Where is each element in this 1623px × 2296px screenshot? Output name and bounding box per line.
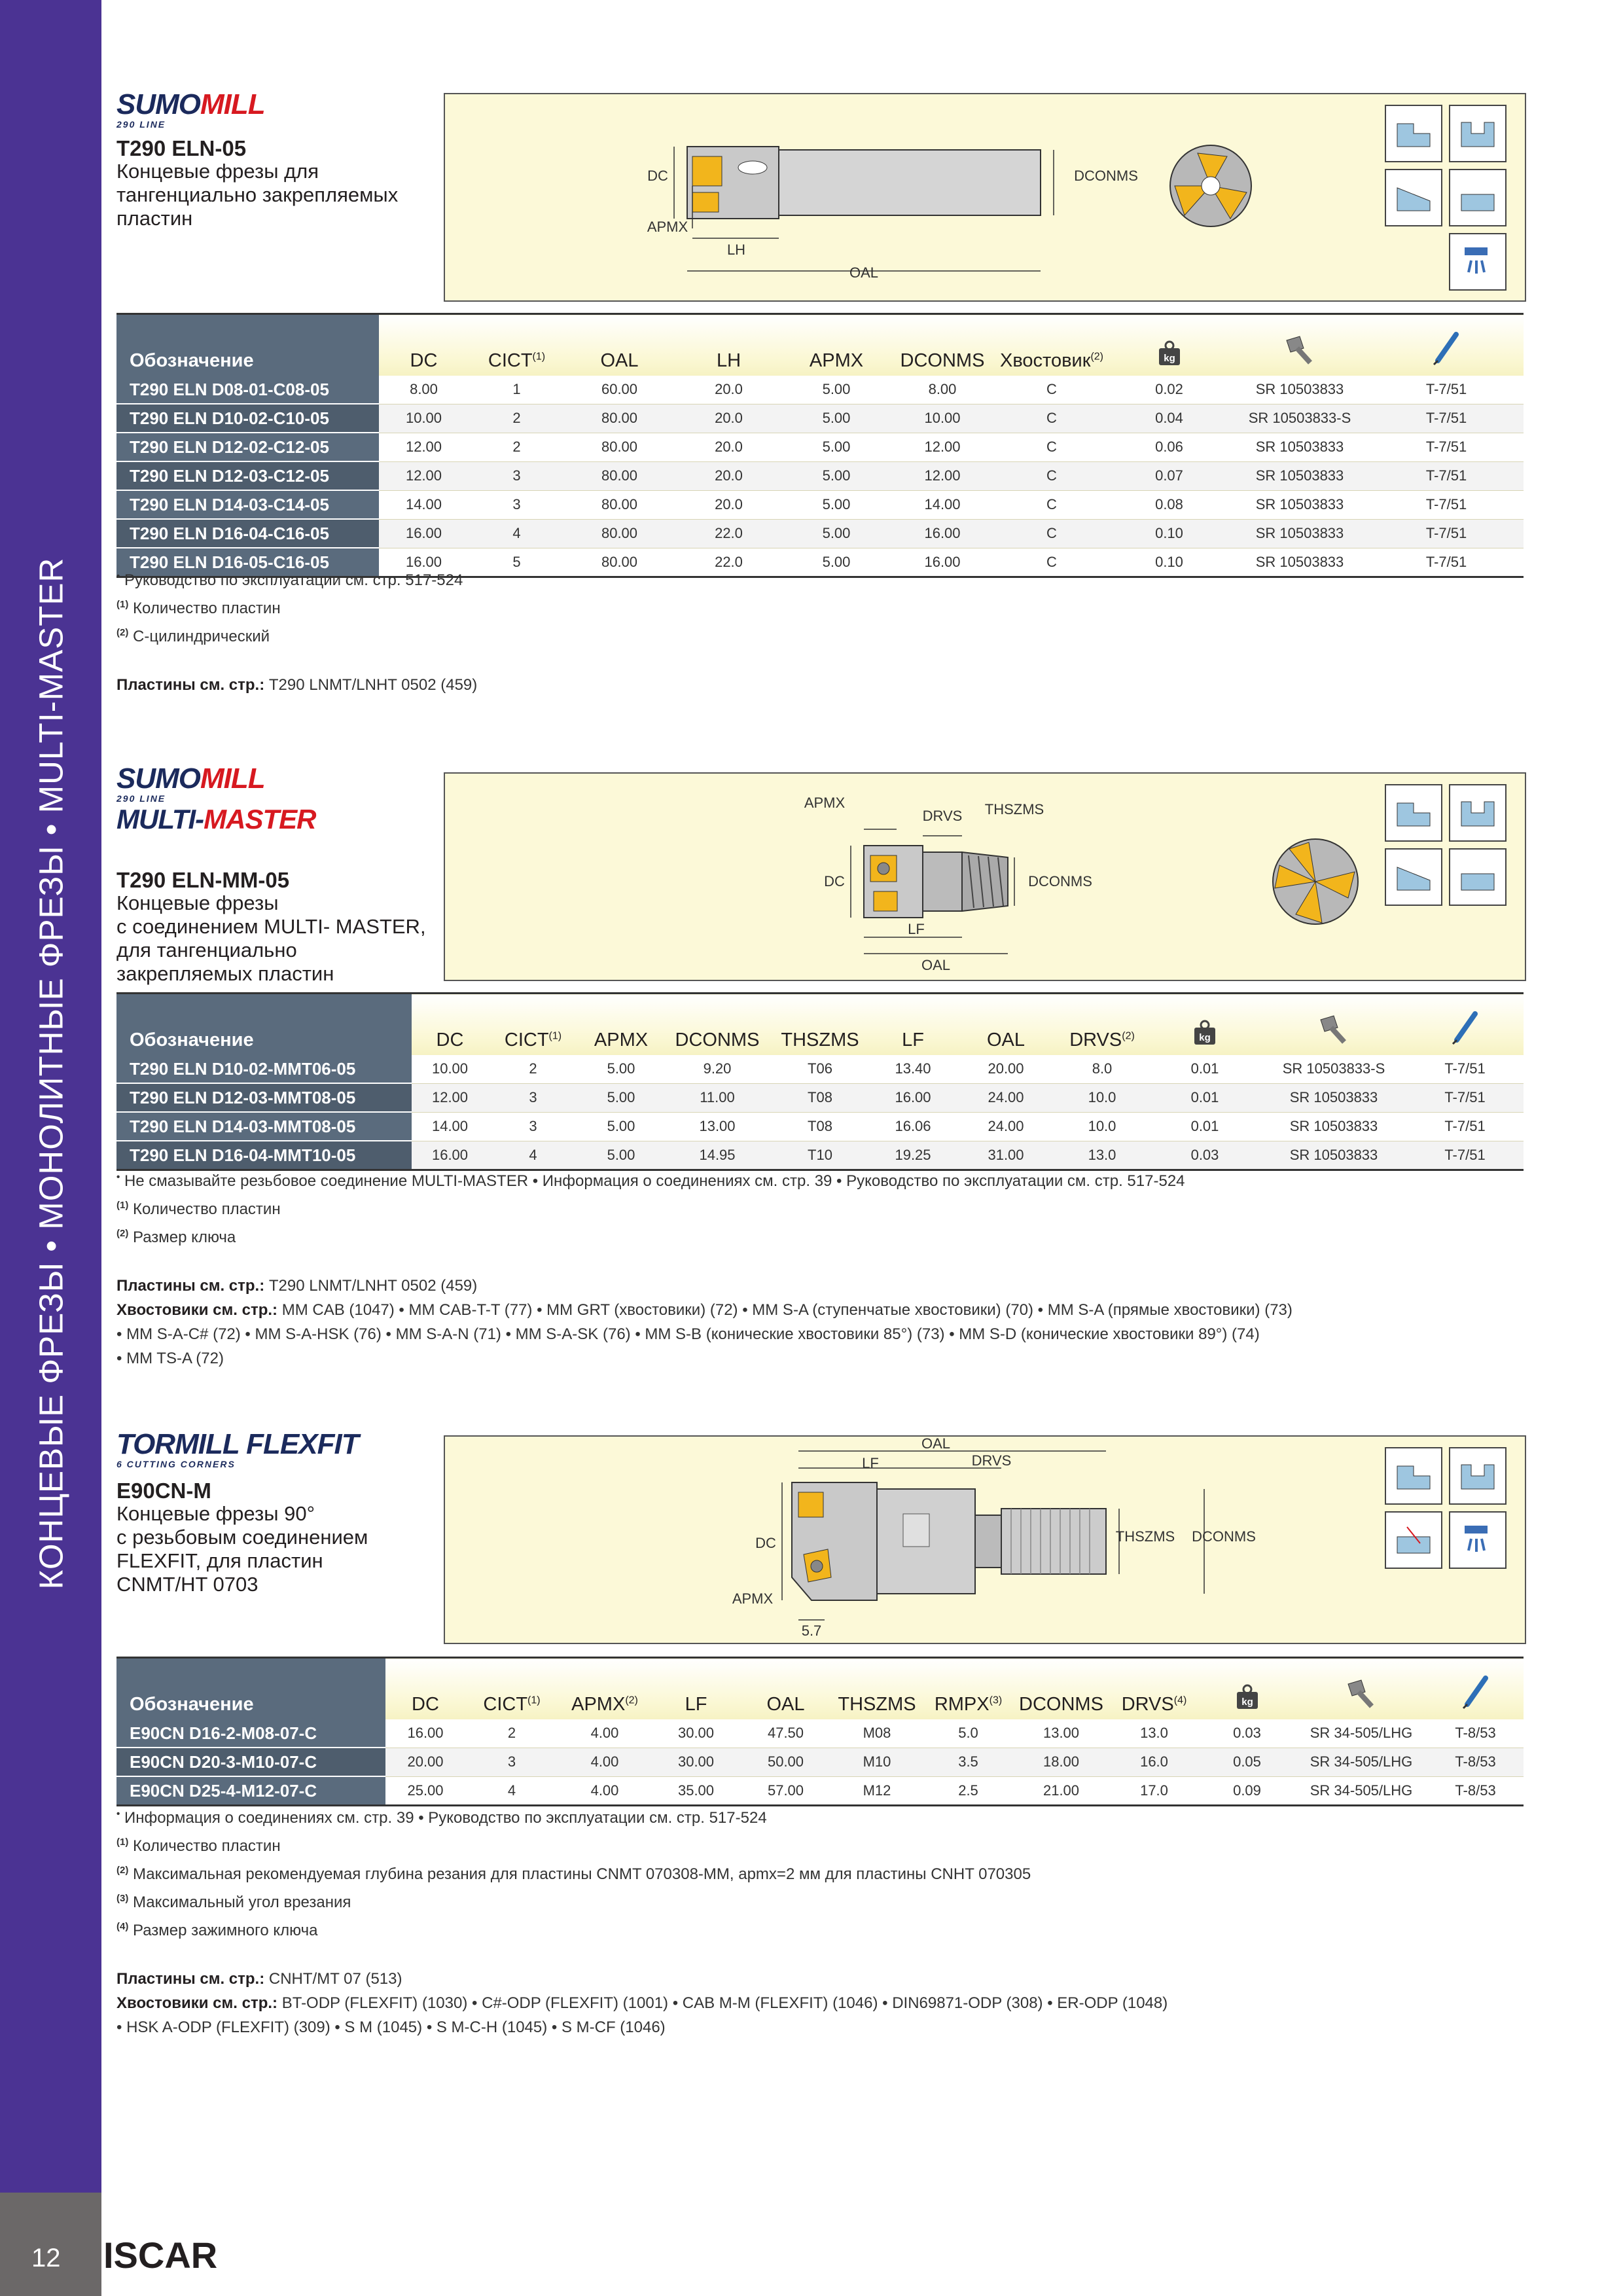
insert-reference: Пластины см. стр.: T290 LNMT/LNHT 0502 (459) [116, 676, 478, 694]
dim-drvs: DRVS [922, 808, 963, 824]
ramping-icon [1385, 169, 1442, 226]
screw-icon [1230, 314, 1369, 376]
table-row: E90CN D20-3-M10-07-C 20.00 3 4.00 30.00 50.00 M10 3.5 18.00 16.0 0.05 SR 34-505/LHG T-8/53 [116, 1748, 1524, 1776]
side-title: КОНЦЕВЫЕ ФРЕЗЫ • МОНОЛИТНЫЕ ФРЕЗЫ • MULTI-MASTER [32, 557, 70, 1590]
notes: • Руководство по эксплуатации см. стр. 517-524 $^{(1)}$ Количество пластин $^{(2)}$ С-цилиндрический Пластины см. стр.: T290 LNMT/LNHT 0502 (459) [116, 564, 477, 697]
insert-reference: Пластины см. стр.: T290 LNMT/LNHT 0502 (459) [116, 1277, 478, 1295]
table-row: T290 ELN D16-05-C16-05 16.00 5 80.00 22.0 5.00 16.00 C 0.10 SR 10503833 T-7/51 [116, 548, 1524, 577]
table-row: T290 ELN D16-04-MMT10-05 16.00 4 5.00 14.95 T10 19.25 31.00 13.0 0.03 SR 10503833 T-7/51 [116, 1141, 1524, 1170]
kg-icon [1149, 994, 1261, 1056]
dim-lf: LF [862, 1455, 879, 1471]
end-view [1273, 839, 1358, 924]
footer-brand: ISCAR [103, 2234, 218, 2276]
screw-icon [1295, 1658, 1427, 1720]
dim-thszms: THSZMS [1115, 1528, 1175, 1545]
dim-oal: OAL [921, 957, 951, 973]
key-icon [1427, 1658, 1524, 1720]
product-title: E90CN-M [116, 1479, 211, 1503]
dim-corner: 5.7 [801, 1623, 822, 1639]
tool-drawing-svg [445, 94, 1525, 300]
table-row: E90CN D25-4-M12-07-C 25.00 4 4.00 35.00 57.00 M12 2.5 21.00 17.0 0.09 SR 34-505/LHG T-8/53 [116, 1776, 1524, 1806]
face-icon [1449, 848, 1507, 906]
page-number: 12 [31, 2244, 61, 2272]
dim-dc: DC [824, 873, 845, 889]
plunge-icon [1385, 1511, 1442, 1569]
section-t290-eln [116, 85, 1524, 694]
face-icon [1449, 169, 1507, 226]
square-shoulder-icon [1385, 105, 1442, 162]
dim-dconms: DCONMS [1028, 873, 1092, 889]
product-description: Концевые фрезы для тангенциально закрепляемых пластин [116, 160, 399, 230]
section-e90cn-m [116, 1428, 1524, 2036]
application-icons [1385, 105, 1507, 291]
dim-lf: LF [908, 921, 925, 937]
dim-apmx: APMX [732, 1590, 774, 1607]
coolant-icon [1449, 233, 1507, 291]
table-row: T290 ELN D12-02-C12-05 12.00 2 80.00 20.0 5.00 12.00 C 0.06 SR 10503833 T-7/51 [116, 433, 1524, 461]
key-icon [1406, 994, 1524, 1056]
notes: • Информация о соединениях см. стр. 39 • Руководство по эксплуатации см. стр. 517-524 $^{(1)}$ Количество пластин $^{(2)}$ Максимальная рекомендуемая глубина резания для пластины CNMT 070308-MM, apmx=2 мм для пластины CNHT 070305 $^{(3)}$ Максимальный угол врезания $^{(4)}$ Размер зажимного ключа Пластины см. стр.: CNHT/MT 07 (513) Хвостовики см. стр.: BT-ODP (FLEXFIT) (1030) • C#-ODP (FLEXFIT) (1001) • CAB M-M (FLEXFIT) (1046) • DIN69871-ODP (308) • ER-ODP (1048) • HSK A-ODP (FLEXFIT) (309) • S M (1045) • S M-C-H (1045) • S M-CF (1046) [116, 1808, 1168, 2036]
svg-text:kg: kg [1163, 353, 1175, 364]
dim-drvs: DRVS [971, 1452, 1012, 1469]
tool-drawing [444, 93, 1526, 302]
table-row: T290 ELN D16-04-C16-05 16.00 4 80.00 22.0 5.00 16.00 C 0.10 SR 10503833 T-7/51 [116, 519, 1524, 548]
table-header: Обозначение DC CICT$^{(1)}$ OAL LH APMX DCONMS Хвостовик$^{(2)}$ kg [116, 314, 1524, 376]
tool-drawing-svg [445, 774, 1525, 980]
table-row: T290 ELN D14-03-MMT08-05 14.00 3 5.00 13.00 T08 16.06 24.00 10.0 0.01 SR 10503833 T-7/51 [116, 1112, 1524, 1141]
dim-dc: DC [647, 168, 668, 184]
product-title: T290 ELN-05 [116, 136, 247, 160]
tool-drawing-svg [445, 1437, 1525, 1643]
svg-text:kg: kg [1199, 1032, 1211, 1043]
cutter-body [864, 846, 1008, 918]
shank-reference: Хвостовики см. стр.: MM CAB (1047) • MM CAB-T-T (77) • MM GRT (хвостовики) (72) • MM S-A (ступенчатые хвостовики) (70) • MM S-A (прямые хвостовики) (73) [116, 1301, 1293, 1319]
key-icon [1369, 314, 1524, 376]
cutter-body [687, 147, 1041, 219]
coolant-icon [1449, 1511, 1507, 1569]
product-title: T290 ELN-MM-05 [116, 868, 290, 892]
notes: • Не смазывайте резьбовое соединение MULTI-MASTER • Информация о соединениях см. стр. 39 • Руководство по эксплуатации см. стр. 517-524 $^{(1)}$ Количество пластин $^{(2)}$ Размер ключа Пластины см. стр.: T290 LNMT/LNHT 0502 (459) Хвостовики см. стр.: MM CAB (1047) • MM CAB-T-T (77) • MM GRT (хвостовики) (72) • MM S-A (ступенчатые хвостовики) (70) • MM S-A (прямые хвостовики) (73) • MM S-A-C# (72) • MM S-A-HSK (76) • MM S-A-N (71) • MM S-A-SK (76) • MM S-B (конические хвостовики 85°) (73) • MM S-D (конические хвостовики 89°) (74) • MM TS-A (72) [116, 1172, 1293, 1367]
square-shoulder-icon [1385, 784, 1442, 842]
table-row: T290 ELN D08-01-C08-05 8.00 1 60.00 20.0 5.00 8.00 C 0.02 SR 10503833 T-7/51 [116, 376, 1524, 404]
shank-reference: Хвостовики см. стр.: BT-ODP (FLEXFIT) (1030) • C#-ODP (FLEXFIT) (1001) • CAB M-M (FLEXFIT) (1046) • DIN69871-ODP (308) • ER-ODP (1048) [116, 1994, 1168, 2012]
svg-text:kg: kg [1241, 1696, 1253, 1708]
table-header: Обозначение DC CICT$^{(1)}$ APMX$^{(2)}$ LF OAL THSZMS RMPX$^{(3)}$ DCONMS DRVS$^{(4)}$ kg [116, 1658, 1524, 1720]
dim-dconms: DCONMS [1074, 168, 1138, 184]
sumomill-multimaster-logo: SUMOMILL 290 LINE MULTI-MASTER [116, 762, 316, 834]
application-icons [1385, 784, 1507, 906]
tool-drawing [444, 772, 1526, 981]
slot-icon [1449, 1447, 1507, 1505]
spec-table [116, 313, 1524, 578]
slot-icon [1449, 105, 1507, 162]
dim-oal: OAL [921, 1437, 951, 1452]
application-icons [1385, 1447, 1507, 1569]
table-row: T290 ELN D12-03-MMT08-05 12.00 3 5.00 11.00 T08 16.00 24.00 10.0 0.01 SR 10503833 T-7/51 [116, 1083, 1524, 1112]
cutter-body [792, 1482, 1106, 1600]
dim-apmx: APMX [647, 219, 688, 235]
table-row: T290 ELN D10-02-MMT06-05 10.00 2 5.00 9.20 T06 13.40 20.00 8.0 0.01 SR 10503833-S T-7/51 [116, 1055, 1524, 1083]
table-row: T290 ELN D10-02-C10-05 10.00 2 80.00 20.0 5.00 10.00 C 0.04 SR 10503833-S T-7/51 [116, 404, 1524, 433]
product-description: Концевые фрезы с соединением MULTI- MASTER, для тангенциально закрепляемых пластин [116, 891, 426, 985]
table-row: T290 ELN D12-03-C12-05 12.00 3 80.00 20.0 5.00 12.00 C 0.07 SR 10503833 T-7/51 [116, 461, 1524, 490]
dim-lh: LH [726, 242, 746, 258]
slot-icon [1449, 784, 1507, 842]
dim-dconms: DCONMS [1192, 1528, 1256, 1545]
square-shoulder-icon [1385, 1447, 1442, 1505]
section-t290-eln-mm [116, 764, 1524, 1406]
table-header: Обозначение DC CICT$^{(1)}$ APMX DCONMS THSZMS LF OAL DRVS$^{(2)}$ kg [116, 994, 1524, 1056]
tormill-flexfit-logo: TORMILL FLEXFIT 6 CUTTING CORNERS [116, 1428, 359, 1469]
spec-table [116, 992, 1524, 1171]
kg-icon [1199, 1658, 1295, 1720]
screw-icon [1261, 994, 1406, 1056]
ramping-icon [1385, 848, 1442, 906]
dim-dc: DC [755, 1535, 776, 1551]
spec-table [116, 1657, 1524, 1806]
sumomill-logo: SUMOMILL 290 LINE [116, 88, 265, 130]
tool-drawing [444, 1435, 1526, 1644]
dim-thszms: THSZMS [984, 801, 1044, 817]
table-row: T290 ELN D14-03-C14-05 14.00 3 80.00 20.0 5.00 14.00 C 0.08 SR 10503833 T-7/51 [116, 490, 1524, 519]
product-description: Концевые фрезы 90° с резьбовым соединением FLEXFIT, для пластин CNMT/HT 0703 [116, 1502, 368, 1596]
insert-reference: Пластины см. стр.: CNHT/MT 07 (513) [116, 1970, 402, 1988]
kg-icon [1108, 314, 1230, 376]
table-row: E90CN D16-2-M08-07-C 16.00 2 4.00 30.00 47.50 M08 5.0 13.00 13.0 0.03 SR 34-505/LHG T-8/53 [116, 1719, 1524, 1748]
dim-oal: OAL [849, 264, 879, 281]
dim-apmx: APMX [804, 795, 846, 811]
end-view [1170, 145, 1251, 226]
